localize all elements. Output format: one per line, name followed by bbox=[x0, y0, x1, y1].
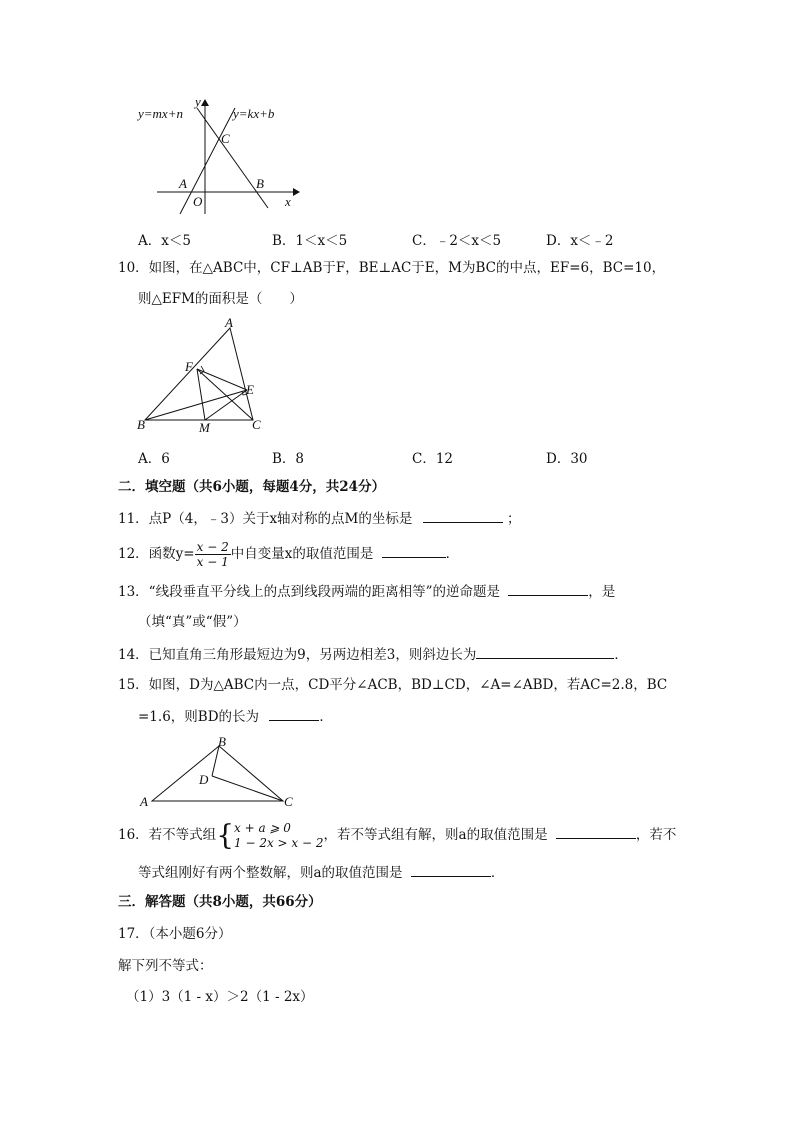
label-point-d: D bbox=[199, 772, 209, 787]
line-kx-b bbox=[180, 108, 235, 214]
label-point-m: M bbox=[199, 420, 210, 435]
q12-denominator: x − 1 bbox=[196, 555, 229, 569]
q11 bbox=[118, 508, 520, 529]
q15-line2 bbox=[138, 706, 333, 727]
q10-triangle-figure bbox=[135, 316, 275, 436]
y-axis-arrow bbox=[201, 99, 209, 106]
q14-answer-blank[interactable] bbox=[476, 644, 614, 659]
label-point-c: C bbox=[221, 131, 230, 146]
label-point-e: E bbox=[246, 382, 254, 397]
label-point-b: B bbox=[256, 176, 264, 191]
segment-em bbox=[205, 390, 247, 420]
q12-text: 12．函数y= bbox=[118, 546, 195, 562]
q16-text: 16．若不等式组 bbox=[118, 827, 217, 843]
q9-option-a: A．x＜5 bbox=[138, 233, 191, 249]
q10-option-d: D．30 bbox=[546, 451, 588, 467]
q13-answer-blank-1[interactable] bbox=[508, 581, 588, 596]
q12-end: ． bbox=[445, 546, 460, 562]
q13-text: 13．“线段垂直平分线上的点到线段两端的距离相等”的逆命题是 bbox=[118, 584, 500, 600]
q11-answer-blank[interactable] bbox=[423, 508, 503, 523]
segment-cd bbox=[212, 776, 283, 801]
q16-text-2: ，若不等式组有解，则a的取值范围是 bbox=[323, 827, 548, 843]
q9-option-d: D．x＜﹣2 bbox=[546, 233, 614, 249]
label-x-axis: x bbox=[285, 194, 291, 209]
label-point-a: A bbox=[140, 794, 148, 809]
q11-end: ； bbox=[506, 511, 521, 527]
q15-text: =1.6，则BD的长为 bbox=[138, 709, 260, 725]
q16-line1 bbox=[118, 817, 676, 853]
label-point-a: A bbox=[225, 316, 233, 330]
q9-graph-figure bbox=[135, 96, 310, 216]
label-y-axis: y bbox=[195, 96, 201, 109]
label-origin: O bbox=[193, 194, 203, 209]
q13-line2: （填“真”或“假”） bbox=[138, 614, 247, 630]
x-axis-arrow bbox=[293, 188, 300, 196]
q13 bbox=[118, 581, 615, 602]
q16-end: ． bbox=[490, 865, 505, 881]
q15-line1: 15．如图，D为△ABC内一点，CD平分∠ACB，BD⊥CD，∠A=∠ABD，若AC=2.8，BC bbox=[118, 677, 668, 693]
q16-inequality-2: 1 − 2x > x − 2 bbox=[234, 835, 324, 850]
line-mx-n bbox=[197, 108, 268, 208]
segment-fm bbox=[197, 369, 205, 420]
q12 bbox=[118, 537, 459, 571]
label-point-f: F bbox=[185, 359, 193, 374]
q14-end: ． bbox=[614, 647, 628, 663]
q10-option-a: A．6 bbox=[138, 451, 170, 467]
q17-title: 17．（本小题6分） bbox=[118, 926, 232, 942]
q16-answer-blank-1[interactable] bbox=[556, 824, 636, 839]
q13-text-2: ，是 bbox=[588, 584, 616, 600]
q9-option-b: B．1＜x＜5 bbox=[272, 233, 348, 249]
label-y-kx-b: y=kx+b bbox=[233, 106, 275, 121]
label-point-c: C bbox=[284, 794, 293, 809]
q16-text-3: ，若不 bbox=[635, 827, 677, 843]
q16-brace: { bbox=[216, 818, 235, 852]
q16-line2 bbox=[138, 862, 504, 883]
q16-answer-blank-2[interactable] bbox=[411, 862, 491, 877]
q12-answer-blank[interactable] bbox=[382, 543, 446, 558]
q16-text-4: 等式组刚好有两个整数解，则a的取值范围是 bbox=[138, 865, 403, 881]
q16-inequality-1: x + a ⩾ 0 bbox=[234, 820, 291, 835]
q16-system bbox=[234, 821, 324, 851]
section-2-heading: 二．填空题（共6小题，每题4分，共24分） bbox=[118, 479, 386, 495]
q15-triangle-figure bbox=[135, 734, 305, 812]
q14 bbox=[118, 644, 628, 665]
q15-answer-blank[interactable] bbox=[269, 706, 319, 721]
q10-option-c: C．12 bbox=[412, 451, 454, 467]
q17-item-1: （1）3（1 - x）＞2（1 - 2x） bbox=[126, 989, 314, 1005]
label-point-b: B bbox=[218, 734, 226, 749]
q17-instruction: 解下列不等式： bbox=[118, 958, 213, 974]
segment-be bbox=[145, 390, 247, 420]
segment-fe bbox=[197, 369, 247, 390]
section-3-heading: 三．解答题（共8小题，共66分） bbox=[118, 894, 322, 910]
label-point-a: A bbox=[179, 176, 187, 191]
q10-option-b: B．8 bbox=[272, 451, 305, 467]
label-y-mx-n: y=mx+n bbox=[138, 106, 183, 121]
q12-numerator: x − 2 bbox=[196, 540, 229, 554]
triangle-abc bbox=[145, 328, 253, 420]
q12-text-2: 中自变量x的取值范围是 bbox=[230, 546, 374, 562]
q11-text: 11．点P（4，﹣3）关于x轴对称的点M的坐标是 bbox=[118, 511, 413, 527]
label-point-b: B bbox=[137, 417, 145, 432]
q9-option-c: C．﹣2＜x＜5 bbox=[412, 233, 502, 249]
q12-fraction bbox=[195, 540, 231, 569]
q15-end: ． bbox=[319, 709, 333, 725]
label-point-c: C bbox=[252, 417, 261, 432]
q10-line1: 10．如图，在△ABC中，CF⊥AB于F，BE⊥AC于E，M为BC的中点，EF=6，BC=10， bbox=[118, 260, 666, 276]
q10-line2: 则△EFM的面积是（ ） bbox=[138, 291, 303, 307]
q14-text: 14．已知直角三角形最短边为9，另两边相差3，则斜边长为 bbox=[118, 647, 477, 663]
